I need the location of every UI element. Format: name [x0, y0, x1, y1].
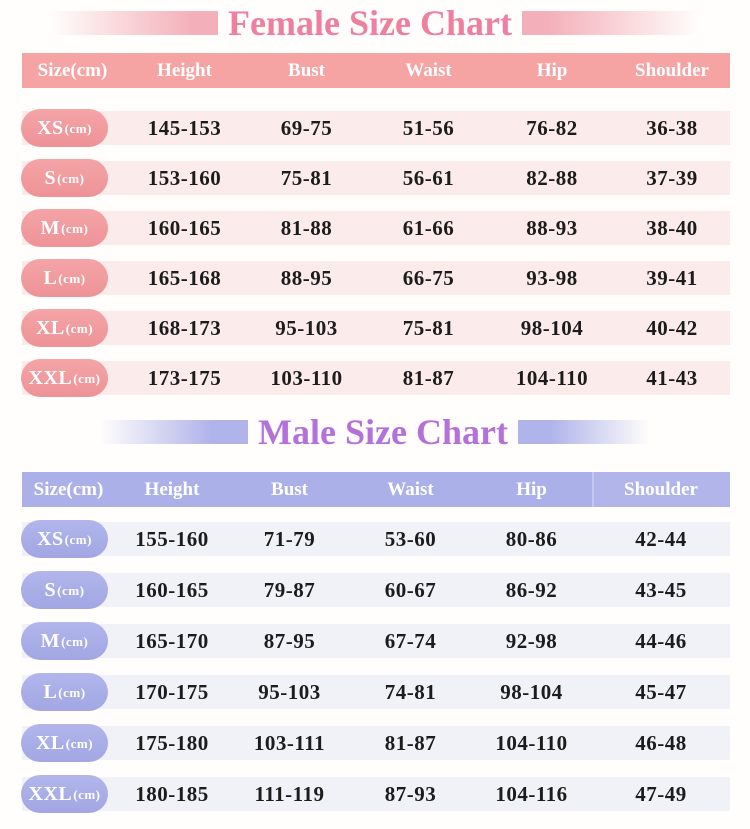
- waist-cell: 74-81: [384, 679, 437, 704]
- male-table-header: [22, 472, 730, 507]
- column-header-height: Height: [144, 478, 200, 500]
- size-unit-label: (cm): [73, 786, 101, 802]
- height-cell: 175-180: [135, 730, 209, 755]
- size-unit-label: (cm): [64, 531, 92, 547]
- bust-cell: 88-95: [280, 265, 333, 290]
- height-cell: 155-160: [135, 526, 209, 551]
- bust-cell: 75-81: [280, 165, 333, 190]
- title-accent-bar-right: [518, 420, 650, 444]
- title-accent-bar-right: [522, 11, 700, 35]
- column-header-hip: Hip: [536, 59, 568, 81]
- size-label: L: [43, 267, 58, 289]
- size-unit-label: (cm): [61, 633, 89, 649]
- bust-cell: 103-110: [270, 365, 343, 390]
- size-label: S: [44, 167, 57, 189]
- column-header-hip: Hip: [516, 478, 547, 500]
- size-label: XL: [35, 317, 65, 339]
- size-pill: [21, 520, 108, 558]
- size-unit-label: (cm): [64, 120, 92, 136]
- size-pill: [21, 775, 108, 813]
- waist-cell: 67-74: [384, 628, 437, 653]
- hip-cell: 88-93: [526, 215, 578, 240]
- bust-cell: 103-111: [253, 730, 326, 755]
- shoulder-cell: 40-42: [646, 315, 698, 340]
- column-header-shoulder: Shoulder: [635, 59, 709, 81]
- shoulder-cell: 45-47: [635, 679, 687, 704]
- size-pill: [21, 259, 108, 297]
- column-header-height: Height: [157, 59, 212, 81]
- size-unit-label: (cm): [57, 582, 85, 598]
- male-chart-title: Male Size Chart: [258, 412, 508, 452]
- table-row: [22, 111, 730, 145]
- size-unit-label: (cm): [58, 684, 86, 700]
- female-size-chart-section: [0, 0, 750, 395]
- height-cell: 145-153: [147, 115, 222, 140]
- column-header-bust: Bust: [271, 478, 308, 500]
- waist-cell: 61-66: [402, 215, 455, 240]
- size-pill: [21, 673, 108, 711]
- hip-cell: 82-88: [526, 165, 578, 190]
- shoulder-cell: 36-38: [646, 115, 698, 140]
- hip-cell: 98-104: [500, 679, 563, 704]
- size-label: M: [40, 630, 61, 652]
- height-cell: 180-185: [135, 781, 209, 806]
- waist-cell: 75-81: [402, 315, 455, 340]
- hip-cell: 92-98: [505, 628, 558, 653]
- size-unit-label: (cm): [65, 735, 94, 751]
- table-row: [22, 777, 730, 811]
- table-row: [22, 261, 730, 295]
- female-title-block: [0, 0, 750, 46]
- bust-cell: 95-103: [258, 679, 321, 704]
- size-unit-label: (cm): [73, 370, 101, 386]
- waist-cell: 60-67: [384, 577, 437, 602]
- table-row: [22, 311, 730, 345]
- size-unit-label: (cm): [61, 220, 89, 236]
- size-label: S: [44, 579, 57, 601]
- hip-cell: 86-92: [505, 577, 558, 602]
- bust-cell: 81-88: [280, 215, 333, 240]
- size-label: XXL: [28, 783, 73, 805]
- size-label: XS: [37, 117, 64, 139]
- shoulder-cell: 46-48: [635, 730, 687, 755]
- hip-cell: 104-110: [495, 730, 568, 755]
- height-cell: 173-175: [147, 365, 222, 390]
- bust-cell: 87-95: [263, 628, 316, 653]
- waist-cell: 87-93: [384, 781, 437, 806]
- table-row: [22, 624, 730, 658]
- size-unit-label: (cm): [58, 270, 86, 286]
- bust-cell: 79-87: [263, 577, 316, 602]
- bust-cell: 69-75: [280, 115, 333, 140]
- height-cell: 168-173: [147, 315, 222, 340]
- waist-cell: 66-75: [402, 265, 455, 290]
- size-label: XXL: [28, 367, 73, 389]
- shoulder-cell: 43-45: [635, 577, 687, 602]
- column-header-waist: Waist: [405, 59, 452, 81]
- size-pill: [21, 209, 108, 247]
- waist-cell: 51-56: [402, 115, 455, 140]
- hip-cell: 104-110: [515, 365, 589, 390]
- shoulder-cell: 44-46: [635, 628, 687, 653]
- waist-cell: 53-60: [384, 526, 437, 551]
- column-header-size: Size(cm): [37, 59, 108, 81]
- size-pill: [21, 622, 108, 660]
- hip-cell: 98-104: [520, 315, 584, 340]
- male-title-block: [0, 407, 750, 457]
- female-table-header: [22, 53, 730, 88]
- height-cell: 165-170: [135, 628, 209, 653]
- shoulder-cell: 38-40: [646, 215, 698, 240]
- table-row: [22, 522, 730, 556]
- table-row: [22, 675, 730, 709]
- shoulder-cell: 47-49: [635, 781, 687, 806]
- height-cell: 153-160: [147, 165, 222, 190]
- height-cell: 170-175: [135, 679, 209, 704]
- shoulder-cell: 42-44: [635, 526, 687, 551]
- female-table-rows: [0, 111, 750, 395]
- bust-cell: 95-103: [275, 315, 338, 340]
- hip-cell: 93-98: [526, 265, 578, 290]
- bust-cell: 111-119: [254, 781, 325, 806]
- table-row: [22, 573, 730, 607]
- height-cell: 165-168: [147, 265, 222, 290]
- column-header-bust: Bust: [288, 59, 325, 81]
- waist-cell: 81-87: [402, 365, 455, 390]
- table-row: [22, 211, 730, 245]
- hip-cell: 76-82: [526, 115, 578, 140]
- shoulder-cell: 39-41: [646, 265, 698, 290]
- size-label: M: [40, 217, 61, 239]
- size-label: XL: [35, 732, 65, 754]
- size-label: L: [43, 681, 58, 703]
- column-header-shoulder: Shoulder: [592, 472, 730, 507]
- male-size-chart-section: [0, 407, 750, 811]
- size-pill: [21, 159, 108, 197]
- title-accent-bar-left: [50, 11, 218, 35]
- shoulder-cell: 37-39: [646, 165, 698, 190]
- column-header-size: Size(cm): [33, 478, 104, 500]
- table-row: [22, 726, 730, 760]
- table-row: [22, 161, 730, 195]
- size-pill: [21, 109, 108, 147]
- size-label: XS: [37, 528, 64, 550]
- waist-cell: 56-61: [402, 165, 455, 190]
- bust-cell: 71-79: [263, 526, 316, 551]
- title-accent-bar-left: [100, 420, 248, 444]
- size-pill: [21, 724, 108, 762]
- size-unit-label: (cm): [57, 170, 85, 186]
- size-pill: [21, 571, 108, 609]
- size-unit-label: (cm): [65, 320, 94, 336]
- waist-cell: 81-87: [384, 730, 437, 755]
- male-table-rows: [0, 522, 750, 811]
- height-cell: 160-165: [147, 215, 222, 240]
- shoulder-cell: 41-43: [646, 365, 698, 390]
- size-pill: [21, 309, 108, 347]
- female-chart-title: Female Size Chart: [228, 3, 512, 43]
- hip-cell: 104-116: [495, 781, 568, 806]
- size-pill: [21, 359, 108, 397]
- column-header-waist: Waist: [387, 478, 434, 500]
- height-cell: 160-165: [135, 577, 209, 602]
- hip-cell: 80-86: [505, 526, 558, 551]
- table-row: [22, 361, 730, 395]
